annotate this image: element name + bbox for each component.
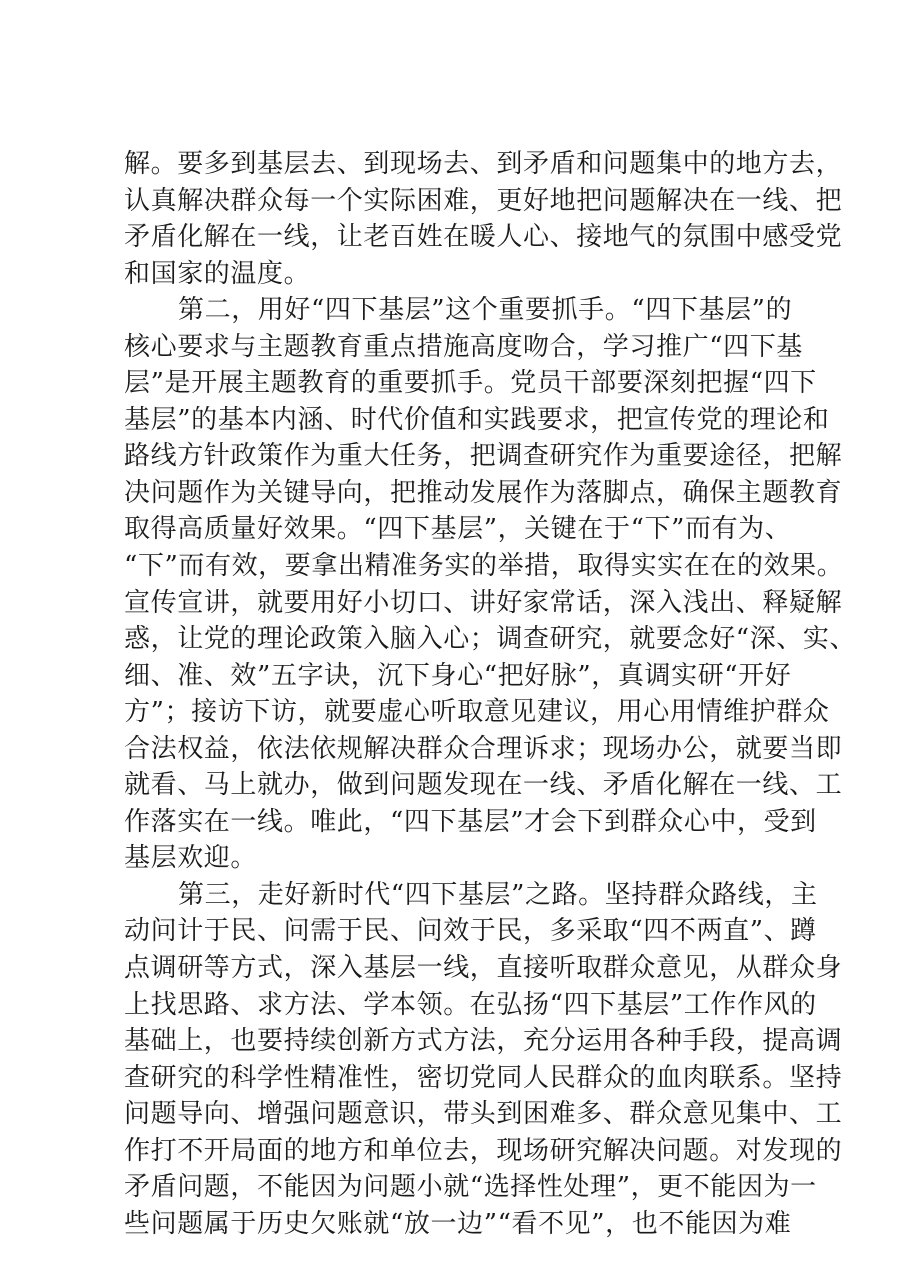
text-line: 认真解决群众每一个实际困难，更好地把问题解决在一线、把	[124, 185, 843, 216]
text-line: 路线方针政策作为重大任务，把调查研究作为重要途径，把解	[124, 441, 843, 472]
text-line: 作落实在一线。唯此，“四下基层”才会下到群众心中，受到	[124, 806, 817, 837]
text-line: 动问计于民、问需于民、问效于民，多采取“四不两直”、蹲	[124, 916, 817, 947]
text-line: 矛盾化解在一线，让老百姓在暖人心、接地气的氛围中感受党	[124, 222, 843, 253]
text-line: 层”是开展主题教育的重要抓手。党员干部要深刻把握“四下	[124, 368, 817, 399]
text-line: 查研究的科学性精准性，密切党同人民群众的血肉联系。坚持	[124, 1062, 843, 1093]
text-line: 决问题作为关键导向，把推动发展作为落脚点，确保主题教育	[124, 477, 843, 508]
text-line: 就看、马上就办，做到问题发现在一线、矛盾化解在一线、工	[124, 770, 843, 801]
text-line: 解。要多到基层去、到现场去、到矛盾和问题集中的地方去，	[124, 149, 843, 179]
text-line: 方”；接访下访，就要虚心听取意见建议，用心用情维护群众	[124, 697, 830, 728]
text-line: 基础上，也要持续创新方式方法，充分运用各种手段，提高调	[124, 1026, 843, 1057]
text-line: 作打不开局面的地方和单位去，现场研究解决问题。对发现的	[124, 1135, 843, 1166]
text-line: “下”而有效，要拿出精准务实的举措，取得实实在在的效果。	[124, 551, 844, 582]
paragraph-start-line: 第三，走好新时代“四下基层”之路。坚持群众路线，主	[178, 879, 818, 910]
text-line: 点调研等方式，深入基层一线，直接听取群众意见，从群众身	[124, 953, 843, 984]
text-line: 矛盾问题，不能因为问题小就“选择性处理”，更不能因为一	[124, 1172, 817, 1203]
text-line: 惑，让党的理论政策入脑入心；调查研究，就要念好“深、实、	[124, 624, 857, 655]
text-line: 宣传宣讲，就要用好小切口、讲好家常话，深入浅出、释疑解	[124, 587, 843, 618]
text-line: 核心要求与主题教育重点措施高度吻合，学习推广“四下基	[124, 331, 803, 362]
text-line: 取得高质量好效果。“四下基层”，关键在于“下”而有为、	[124, 514, 792, 545]
text-line: 和国家的温度。	[124, 258, 311, 289]
text-line: 基层欢迎。	[124, 843, 258, 874]
paragraph-start-line: 第二，用好“四下基层”这个重要抓手。“四下基层”的	[178, 295, 793, 326]
text-line: 上找思路、求方法、学本领。在弘扬“四下基层”工作作风的	[124, 989, 817, 1020]
text-line: 合法权益，依法依规解决群众合理诉求；现场办公，就要当即	[124, 733, 843, 764]
body-text	[124, 146, 857, 1242]
text-line: 细、准、效”五字诀，沉下身心“把好脉”，真调实研“开好	[124, 660, 792, 691]
text-line: 基层”的基本内涵、时代价值和实践要求，把宣传党的理论和	[124, 404, 830, 435]
text-line: 些问题属于历史欠账就“放一边”“看不见”，也不能因为难	[124, 1208, 792, 1239]
text-line: 问题导向、增强问题意识，带头到困难多、群众意见集中、工	[124, 1099, 843, 1130]
